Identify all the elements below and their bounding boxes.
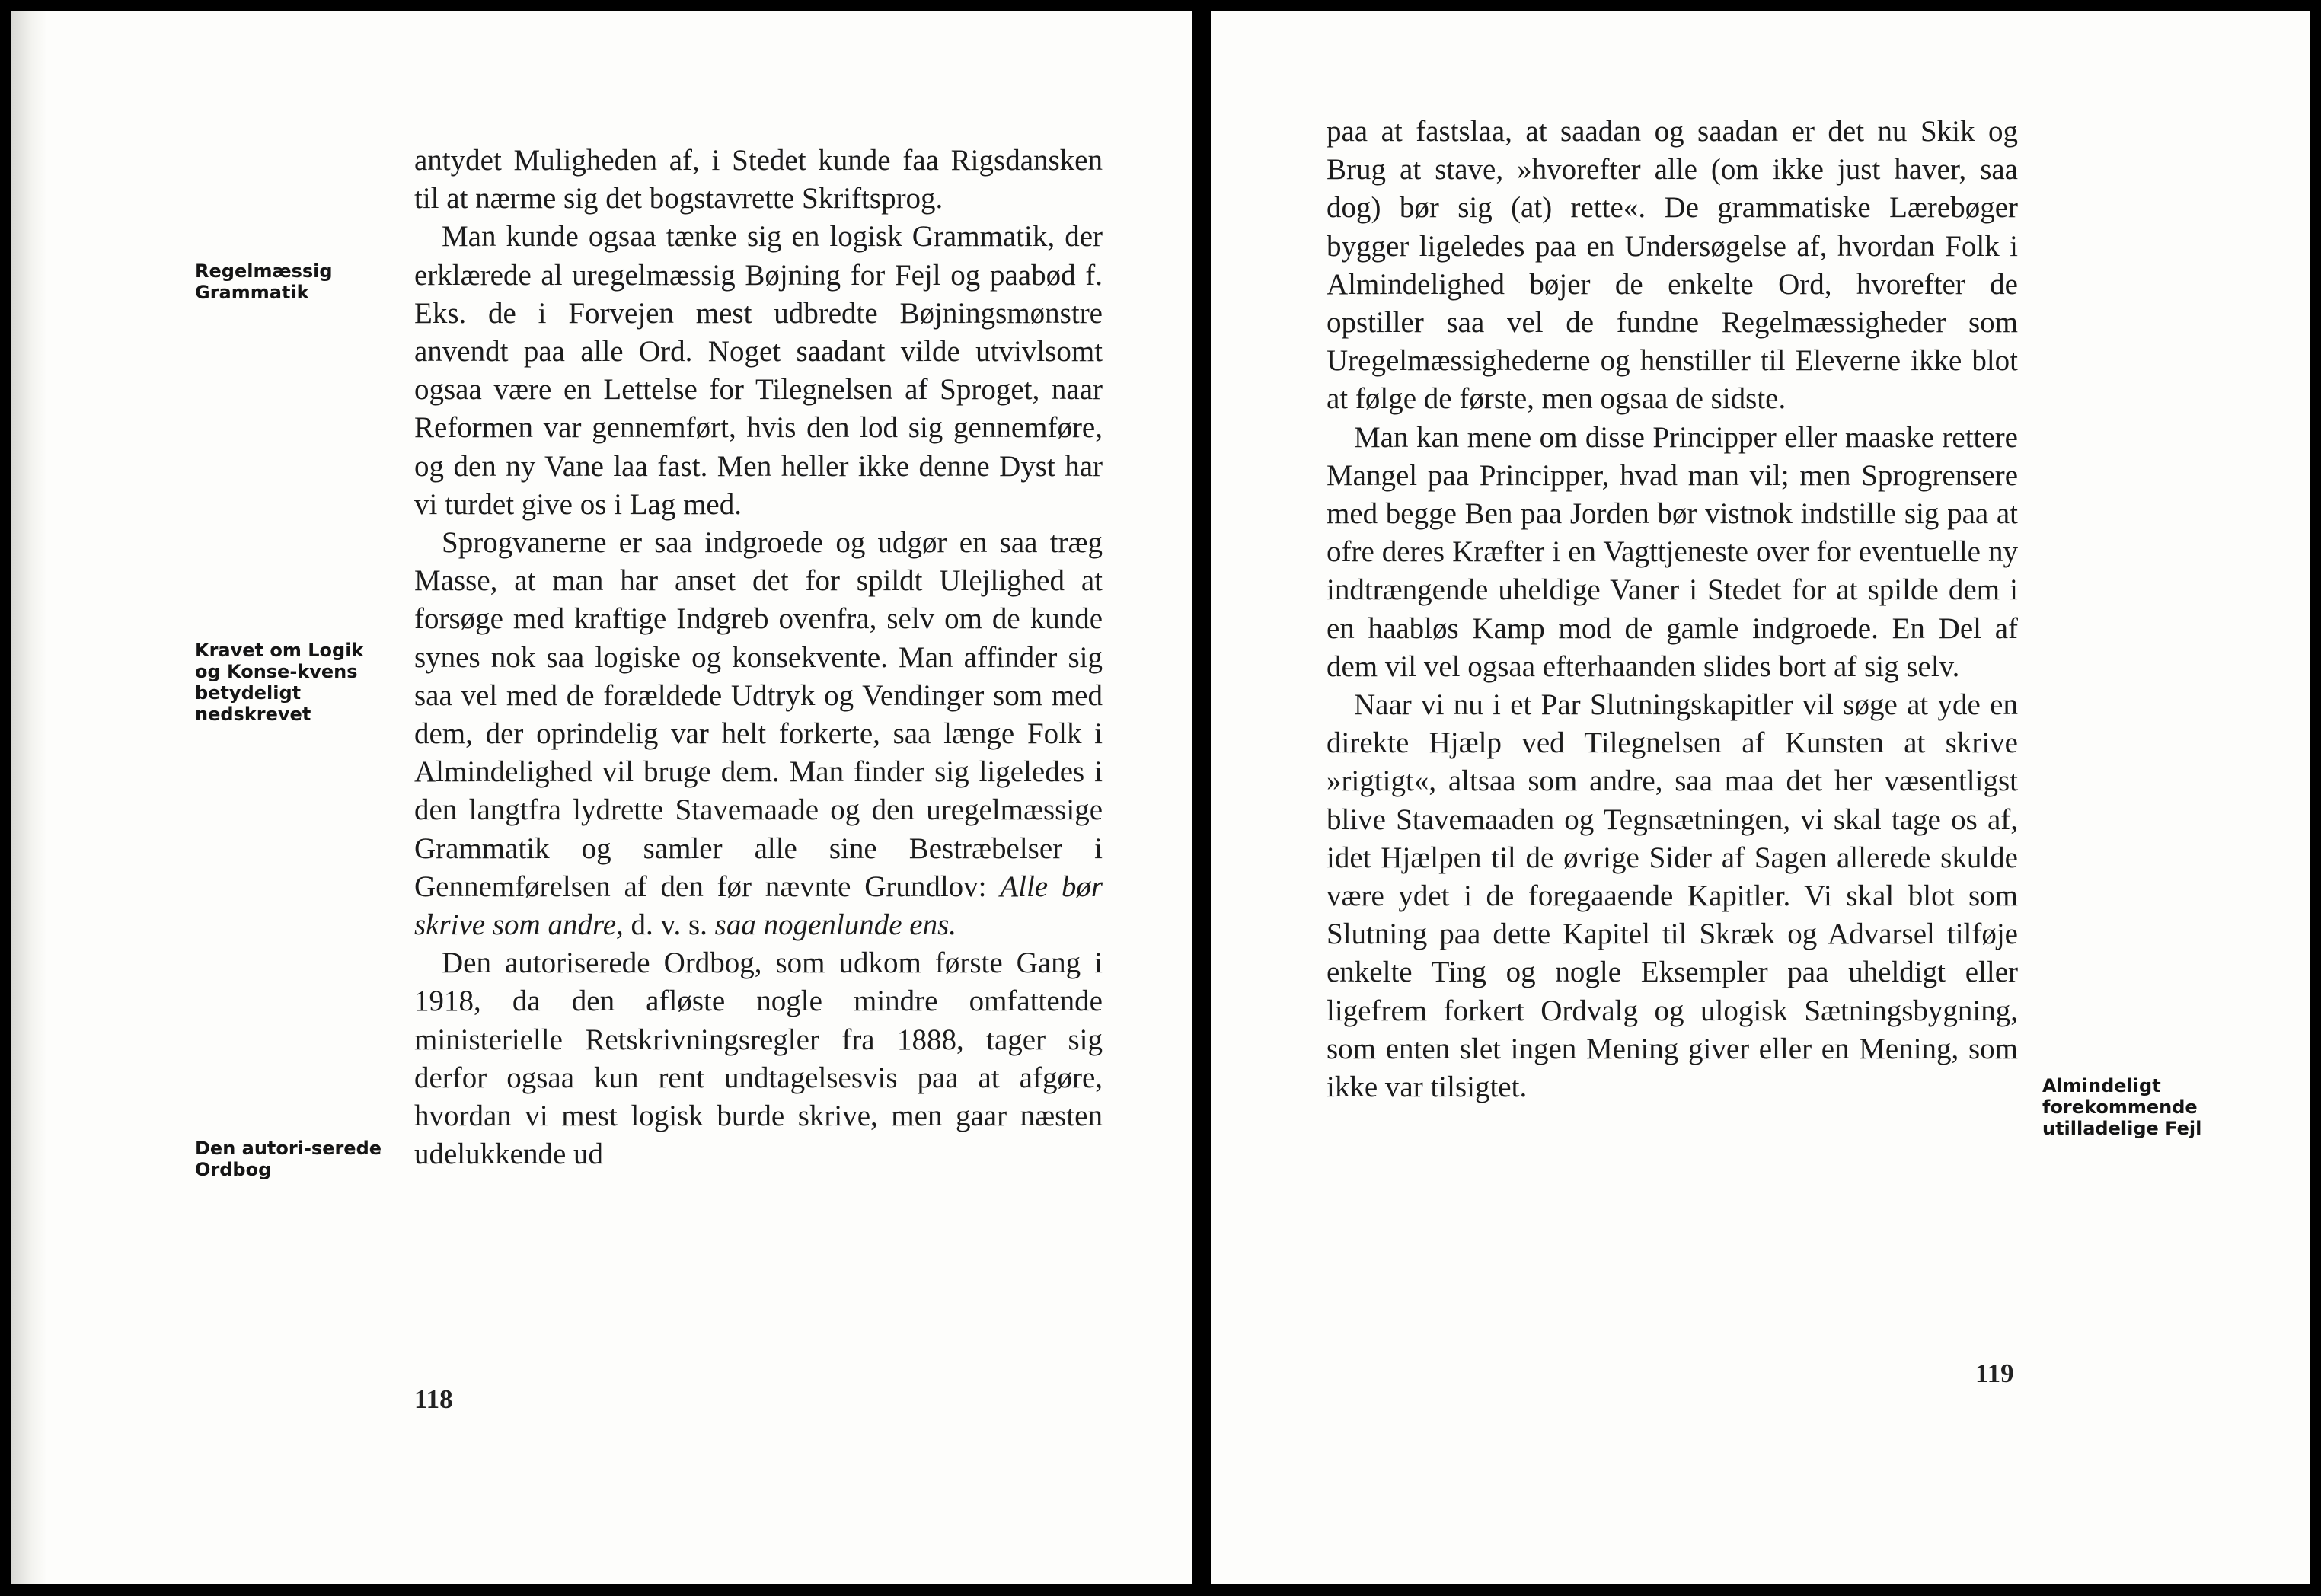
margin-note-regelmaessig: Regelmæssig Grammatik: [195, 260, 333, 303]
right-page: [1211, 11, 2310, 1584]
paragraph: Den autoriserede Ordbog, som udkom første Gang i 1918, da den afløste nogle mindre omfattende ministerielle Retskrivningsregler fra 1888, tager sig derfor ogsaa kun rent undtagelsesvis paa at afgøre, hvordan vi mest logisk burde skrive, men gaar næsten udelukkende ud: [414, 946, 1103, 1171]
margin-note-kravet: Kravet om Logik og Konse-kvens betydeligt nedskrevet: [195, 640, 364, 725]
paragraph: Man kan mene om disse Principper eller maaske rettere Mangel paa Principper, hvad man vil; men Sprogrensere med begge Ben paa Jorden bør vistnok indstille sig paa at ofre deres Kræfter i en Vagttjeneste over for eventuelle ny indtrængende uheldige Vaner i Stedet for at spilde dem i en haabløs Kamp mod de gamle indgroede. En Del af dem vil vel ogsaa efterhaanden slides bort af sig selv.: [1327, 420, 2018, 683]
paragraph-text: Sprogvanerne er saa indgroede og udgør en saa træg Masse, at man har anset det for spildt Ulejlighed at forsøge med kraftige Indgreb ovenfra, selv om de kunde synes nok saa logiske og konsekvente. Man affinder sig saa vel med de forældede Udtryk og Vendinger som med dem, der oprindelig var helt forkerte, saa længe Folk i Almindelighed vil bruge dem. Man finder sig ligeledes i den langtfra lydrette Stavemaade og den uregelmæssige Grammatik og samler alle sine Bestræbelser i Gennemførelsen af den før nævnte Grundlov:: [414, 526, 1103, 903]
page-number: 119: [1975, 1358, 2014, 1388]
paragraph: paa at fastslaa, at saadan og saadan er det nu Skik og Brug at stave, »hvorefter alle (om ikke just haver, saa dog) bør sig (at) rette«. De grammatiske Lærebøger bygger ligeledes paa en Undersøgelse af, hvordan Folk i Almindelighed bøjer de enkelte Ord, hvorefter de opstiller saa vel de fundne Regelmæssigheder som Uregelmæssighederne og henstiller til Eleverne ikke blot at følge de første, men ogsaa de sidste.: [1327, 115, 2018, 416]
margin-note-almindeligt: Almindeligt forekommende utilladelige Fejl: [2042, 1075, 2202, 1139]
margin-note-ordbog: Den autori-serede Ordbog: [195, 1138, 382, 1180]
left-page: [11, 11, 1192, 1584]
paragraph: Man kunde ogsaa tænke sig en logisk Grammatik, der erklærede al uregelmæssig Bøjning for Fejl og paabød f. Eks. de i Forvejen mest udbredte Bøjningsmønstre anvendt paa alle Ord. Noget saadant vilde utvivlsomt ogsaa være en Lettelse for Tilegnelsen af Sproget, naar Reformen var gennemført, hvis den lod sig gennemføre, og den ny Vane laa fast. Men heller ikke denne Dyst har vi turdet give os i Lag med.: [414, 220, 1103, 521]
paragraph: Naar vi nu i et Par Slutningskapitler vil søge at yde en direkte Hjælp ved Tilegnelsen af Kunsten at skrive »rigtigt«, altsaa som andre, saa maa det her væsentligst blive Stavemaaden og Tegnsætningen, vi skal tage os af, idet Hjælpen til de øvrige Sider af Sagen allerede skulde være ydet i de foregaaende Kapitler. Vi skal blot som Slutning paa dette Kapitel til Skræk og Advarsel tilføje enkelte Ting og nogle Eksempler paa uheldigt eller ligefrem forkert Ordvalg og ulogisk Sætningsbygning, som enten slet ingen Mening giver eller en Mening, som ikke var tilsigtet.: [1327, 688, 2018, 1104]
italic-phrase: Alle bør skrive som andre,: [414, 870, 1103, 942]
italic-phrase: saa nogenlunde ens.: [714, 908, 957, 942]
right-body-text: [1327, 113, 2018, 1106]
page-number: 118: [414, 1384, 453, 1414]
paragraph: [414, 524, 1103, 944]
abbreviation: d. v. s.: [631, 908, 707, 942]
left-body-text: [414, 142, 1103, 1173]
paragraph: antydet Muligheden af, i Stedet kunde faa Rigsdansken til at nærme sig det bogstavrette Skriftsprog.: [414, 144, 1103, 215]
binding-shadow: [11, 11, 47, 1584]
